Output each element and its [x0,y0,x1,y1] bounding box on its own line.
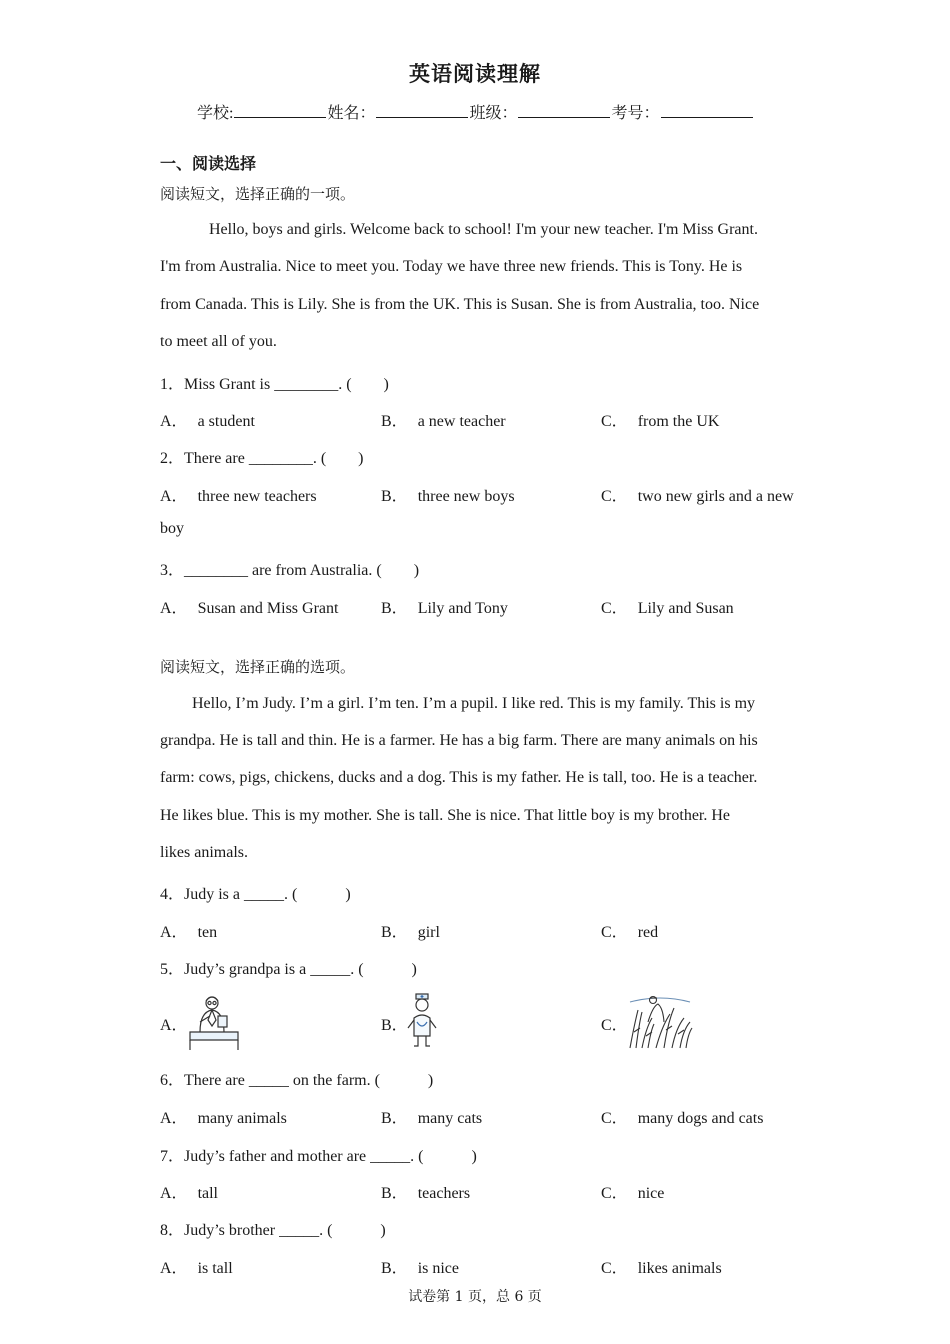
option-letter: C． [601,1260,628,1277]
option-text: Susan and Miss Grant [197,600,339,617]
option-letter: C． [601,1185,628,1202]
option-text: three new boys [417,488,515,505]
section-title: 一、阅读选择 [160,154,257,173]
option-text: Lily and Susan [637,600,734,617]
option-text: many dogs and cats [637,1110,764,1127]
question-4-stem: 4．Judy is a _____. ( ) [160,886,351,903]
option-text: many cats [417,1110,483,1127]
option-letter: C． [601,488,628,505]
question-7-stem: 7．Judy’s father and mother are _____. ( ) [160,1148,477,1165]
q1-option-c [601,408,719,431]
option-letter: A． [160,1260,188,1277]
option-letter: C． [601,1110,628,1127]
passage1-line: Hello, boys and girls. Welcome back to school! I'm your new teacher. I'm Miss Grant. [209,221,758,238]
question-2-stem: 2．There are ________. ( ) [160,450,364,467]
option-text: likes animals [637,1260,722,1277]
q4-option-c [601,919,658,942]
passage2-line: farm: cows, pigs, chickens, ducks and a dog. This is my father. He is tall, too. He is a teacher. [160,769,758,786]
q5-option-c-letter: C． [601,1017,628,1034]
page-footer: 试卷第 1 页，总 6 页 [408,1289,542,1305]
option-letter: B． [381,488,408,505]
question-8-stem: 8．Judy’s brother _____. ( ) [160,1222,386,1239]
option-text: a new teacher [417,413,506,430]
passage1-line: I'm from Australia. Nice to meet you. Today we have three new friends. This is Tony. He is [160,258,743,275]
option-text: nice [637,1185,665,1202]
q8-option-a [160,1255,233,1278]
name-blank [376,103,468,118]
passage1-line: from Canada. This is Lily. She is from the UK. This is Susan. She is from Australia, too. Nice [160,296,760,313]
passage1-line: to meet all of you. [160,333,277,350]
school-label: 学校: [197,105,234,122]
q2-option-c-continued: boy [160,520,184,537]
option-text: teachers [417,1185,471,1202]
option-letter: B． [381,1260,408,1277]
option-text: is tall [197,1260,233,1277]
farmer-picture [626,992,694,1050]
option-letter: A． [160,600,188,617]
q3-option-c [601,595,734,618]
class-label: 班级： [469,105,518,122]
option-text: is nice [417,1260,460,1277]
q4-option-b [381,919,440,942]
option-text: a student [197,413,255,430]
q2-option-c [601,483,794,506]
doctor-picture [404,992,440,1050]
q6-option-c [601,1105,763,1128]
q2-option-a [160,483,317,506]
option-letter: B． [381,1185,408,1202]
q1-option-a [160,408,255,431]
q8-option-c [601,1255,722,1278]
passage2-line: grandpa. He is tall and thin. He is a farmer. He has a big farm. There are many animals on his [160,732,758,749]
page-title: 英语阅读理解 [409,62,541,86]
q4-option-a [160,919,217,942]
option-letter: A． [160,1185,188,1202]
option-text: from the UK [637,413,720,430]
part1-instruction: 阅读短文，选择正确的一项。 [160,185,356,203]
q6-option-b [381,1105,482,1128]
option-letter: B． [381,413,408,430]
question-5-stem: 5．Judy’s grandpa is a _____. ( ) [160,961,417,978]
option-letter: B． [381,924,408,941]
q3-option-b [381,595,508,618]
name-label: 姓名： [327,105,376,122]
q7-option-b [381,1180,470,1203]
option-letter: C． [601,924,628,941]
option-text: many animals [197,1110,287,1127]
question-6-stem: 6．There are _____ on the farm. ( ) [160,1072,434,1089]
option-text: tall [197,1185,218,1202]
q1-option-b [381,408,506,431]
option-letter: A． [160,413,188,430]
option-text: two new girls and a new [637,488,794,505]
q7-option-c [601,1180,664,1203]
passage2-line: He likes blue. This is my mother. She is tall. She is nice. That little boy is my brother. He [160,807,731,824]
question-1-stem: 1．Miss Grant is ________. ( ) [160,376,389,393]
class-blank [518,103,610,118]
option-text: red [637,924,659,941]
number-label: 考号： [611,105,660,122]
option-letter: A． [160,924,188,941]
q2-option-b [381,483,515,506]
passage2-line: Hello, I’m Judy. I’m a girl. I’m ten. I’m a pupil. I like red. This is my family. This is my [192,695,756,712]
option-letter: B． [381,1110,408,1127]
q7-option-a [160,1180,218,1203]
option-letter: A． [160,1110,188,1127]
student-info-row [197,100,754,123]
teacher-picture [186,992,242,1052]
option-letter: C． [601,413,628,430]
passage2-line: likes animals. [160,844,248,861]
q5-option-b-letter: B． [381,1017,408,1034]
option-text: three new teachers [197,488,317,505]
q3-option-a [160,595,338,618]
question-3-stem: 3．________ are from Australia. ( ) [160,562,420,579]
school-blank [234,103,326,118]
option-letter: B． [381,600,408,617]
option-text: ten [197,924,218,941]
option-letter: C． [601,600,628,617]
q8-option-b [381,1255,459,1278]
q5-option-a-letter: A． [160,1017,188,1034]
option-letter: A． [160,488,188,505]
option-text: girl [417,924,440,941]
part2-instruction: 阅读短文，选择正确的选项。 [160,658,356,676]
q6-option-a [160,1105,287,1128]
number-blank [661,103,753,118]
option-text: Lily and Tony [417,600,508,617]
